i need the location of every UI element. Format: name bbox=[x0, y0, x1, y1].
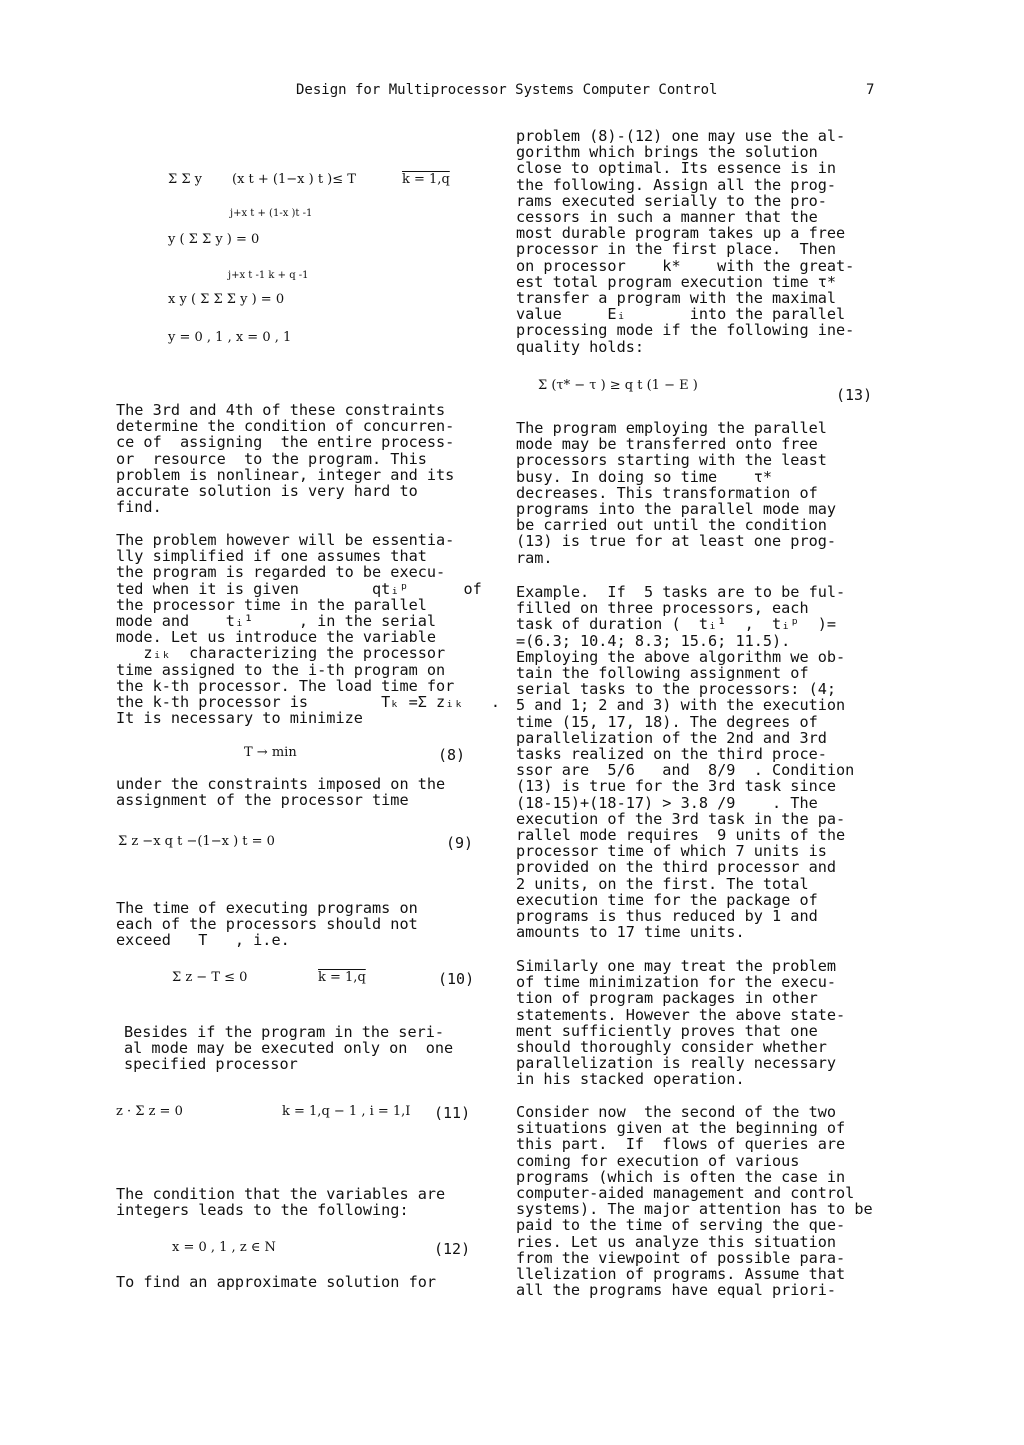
right-para-1: problem (8)-(12) one may use the al- gorithm which brings the solution close to optimal. Its essence is in the following. Assign all the prog- rams executed serially to the pro- cessors in such a manner that the most durable program takes up a free processor in the first place. Then on processor k* with the great- est total program execution time τ* transfer a program with the maximal value Eᵢ into the parallel processing mode if the following ine- quality holds: bbox=[516, 127, 855, 356]
equation-9: Σ z −x q t −(1−x ) t = 0 bbox=[118, 834, 275, 849]
left-para-3: under the constraints imposed on the assignment of the processor time bbox=[116, 775, 446, 810]
equation-12: x = 0 , 1 , z ∈ N bbox=[172, 1240, 276, 1255]
constraint-4: y = 0 , 1 , x = 0 , 1 bbox=[168, 330, 292, 345]
equation-9-number: (9) bbox=[446, 834, 474, 852]
equation-10: Σ z − T ≤ 0 bbox=[172, 970, 248, 985]
constraint-1-range: k = 1,q bbox=[402, 172, 450, 187]
page-number: 7 bbox=[866, 82, 875, 98]
right-para-3-example: Example. If 5 tasks are to be ful- filled on three processors, each task of duration ( tᵢ¹ , tᵢᵖ )= =(6.3; 10.4; 8.3; 15.6; 11.5). Employing the above algorithm we ob- tain the following assignment of serial tasks to the processors: (4; 5 and 1; 2 and 3) with the execution time (15, 17, 18). The degrees of parallelization of the 2nd and 3rd tasks realized on the third proce- ssor are 5/6 and 8/9 . Condition (13) is true for the 3rd task since (18-15)+(18-17) > 3.8 /9 . The execution of the 3rd task in the pa- rallel mode requires 9 units of the processor time of which 7 units is provided on the third processor and 2 units, on the first. The total execution time for the package of programs is thus reduced by 1 and amounts to 17 time units. bbox=[516, 583, 855, 942]
equation-11-number: (11) bbox=[434, 1104, 471, 1122]
equation-8-number: (8) bbox=[438, 746, 466, 764]
constraint-1-body: (x t + (1−x ) t )≤ T bbox=[232, 172, 356, 187]
constraint-2-upper-limit: j+x t + (1-x )t -1 bbox=[230, 208, 313, 219]
equation-12-number: (12) bbox=[434, 1240, 471, 1258]
left-para-2: The problem however will be essentia- lly simplified if one assumes that the program is regarded to be execu- ted when it is given qtᵢᵖ of the processor time in the parallel mode and tᵢ¹ , in the serial mode. Let us introduce the variable zᵢₖ characterizing the processor time assigned to the i-th program on the k-th processor. The load time for the k-th processor is Tₖ =Σ zᵢₖ . It is necessary to minimize bbox=[116, 531, 501, 728]
left-para-4: The time of executing programs on each of the processors should not exceed T , i.e. bbox=[116, 899, 418, 950]
left-para-1: The 3rd and 4th of these constraints determine the condition of concurren- ce of assigning the entire process- or resource to the program. This problem is nonlinear, integer and its accurate solution is very hard to find. bbox=[116, 401, 455, 517]
running-title: Design for Multiprocessor Systems Computer Control bbox=[296, 82, 718, 98]
constraint-1-sum: Σ Σ y bbox=[168, 172, 202, 187]
equation-10-number: (10) bbox=[438, 970, 475, 988]
equation-13-number: (13) bbox=[836, 386, 873, 404]
left-para-5: Besides if the program in the seri- al mode may be executed only on one specified processor bbox=[124, 1023, 454, 1074]
equation-8: T → min bbox=[244, 745, 297, 760]
equation-13: Σ (τ* − τ ) ≥ q t (1 − E ) bbox=[538, 378, 698, 393]
right-para-5: Consider now the second of the two situations given at the beginning of this part. If flows of queries are coming for execution of various programs (which is often the case in computer-aided management and control systems). The major attention has to be paid to the time of serving the que- ries. Let us analyze this situation from the viewpoint of possible para- llelization of programs. Assume that all the programs have equal priori- bbox=[516, 1103, 873, 1300]
constraint-3: x y ( Σ Σ Σ y ) = 0 bbox=[168, 292, 285, 307]
equation-11-range: k = 1,q − 1 , i = 1,I bbox=[282, 1104, 411, 1119]
equation-11: z · Σ z = 0 bbox=[116, 1104, 183, 1119]
constraint-2: y ( Σ Σ y ) = 0 bbox=[168, 232, 260, 247]
right-para-4: Similarly one may treat the problem of time minimization for the execu- tion of program packages in other statements. However the above state- ment sufficiently proves that one should thoroughly consider whether parallelization is really necessary in his stacked operation. bbox=[516, 957, 846, 1089]
right-para-2: The program employing the parallel mode may be transferred onto free processors starting with the least busy. In doing so time τ* decreases. This transformation of programs into the parallel mode may be carried out until the condition (13) is true for at least one prog- ram. bbox=[516, 419, 837, 567]
left-para-6: The condition that the variables are integers leads to the following: bbox=[116, 1185, 446, 1220]
equation-10-range: k = 1,q bbox=[318, 970, 366, 985]
left-para-7: To find an approximate solution for bbox=[116, 1273, 437, 1291]
constraint-3-upper-limit: j+x t -1 k + q -1 bbox=[228, 270, 309, 281]
